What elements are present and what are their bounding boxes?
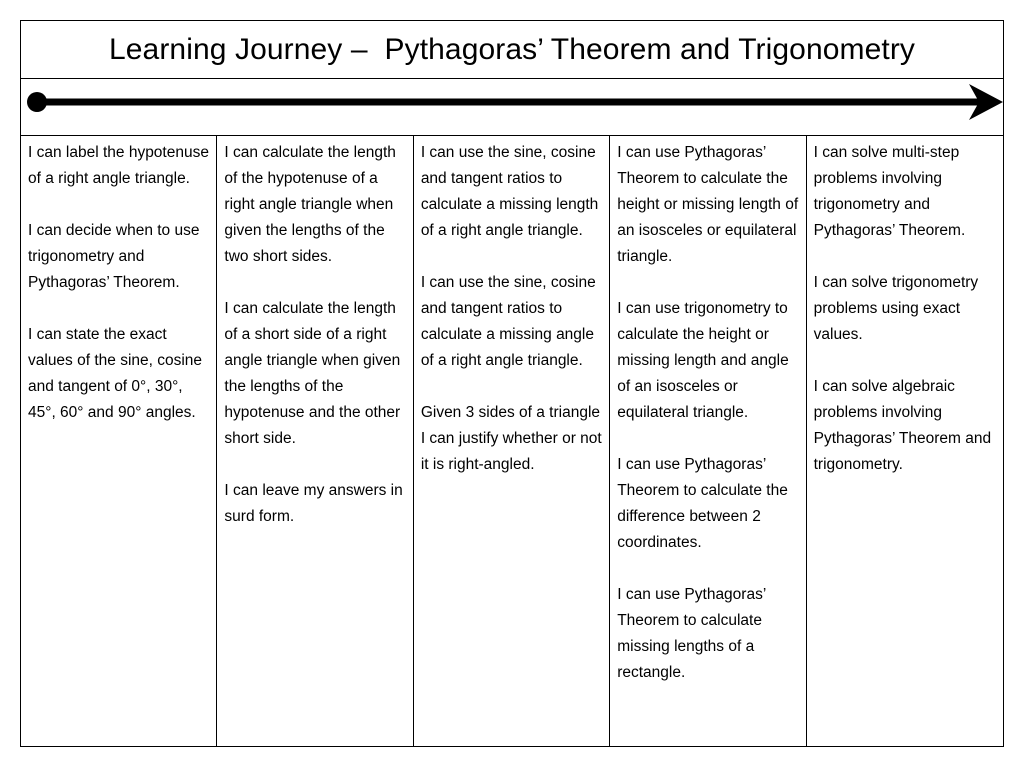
journey-arrow-icon (21, 79, 1005, 136)
statement: I can use Pythagoras’ Theorem to calculate the difference between 2 coordinates. (617, 456, 788, 551)
statement: I can label the hypotenuse of a right angle triangle. (28, 144, 209, 187)
column-4 (610, 136, 806, 746)
column-2 (217, 136, 413, 746)
statement: I can leave my answers in surd form. (224, 482, 403, 525)
learning-journey-table (20, 20, 1004, 747)
statement: I can use the sine, cosine and tangent ratios to calculate a missing angle of a right angle triangle. (420, 274, 596, 369)
title-row (21, 21, 1003, 79)
statement: I can solve trigonometry problems using exact values. (813, 274, 979, 343)
column-3 (414, 136, 610, 746)
statement: I can decide when to use trigonometry and Pythagoras’ Theorem. (28, 222, 200, 291)
journey-arrow-row (21, 79, 1003, 136)
column-5 (807, 136, 1003, 746)
statement: I can calculate the length of the hypotenuse of a right angle triangle when given the lengths of the two short sides. (224, 144, 396, 265)
statement: I can use Pythagoras’ Theorem to calculate the height or missing length of an isosceles or equilateral triangle. (617, 144, 799, 265)
statement: I can calculate the length of a short side of a right angle triangle when given the lengths of the hypotenuse and the other short side. (224, 300, 401, 447)
statement: I can state the exact values of the sine, cosine and tangent of 0°, 30°, 45°, 60° and 90° angles. (28, 326, 203, 421)
page-title: Learning Journey – Pythagoras’ Theorem and Trigonometry (108, 32, 916, 66)
column-1 (21, 136, 217, 746)
statement: I can use the sine, cosine and tangent ratios to calculate a missing length of a right angle triangle. (420, 144, 599, 239)
statement: I can use Pythagoras’ Theorem to calculate missing lengths of a rectangle. (617, 586, 766, 681)
statement: I can solve multi-step problems involving trigonometry and Pythagoras’ Theorem. (813, 144, 966, 239)
statement: I can solve algebraic problems involving Pythagoras’ Theorem and trigonometry. (813, 378, 992, 473)
statement-columns (21, 136, 1003, 746)
statement: I can use trigonometry to calculate the height or missing length and angle of an isosceles or equilateral triangle. (617, 300, 789, 421)
statement: Given 3 sides of a triangle I can justify whether or not it is right-angled. (420, 404, 602, 473)
